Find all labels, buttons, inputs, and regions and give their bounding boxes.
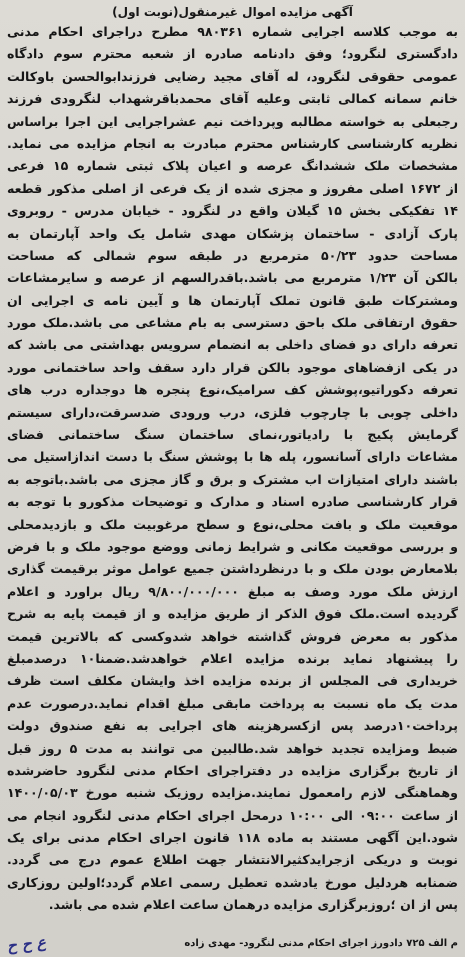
body-line: ضمنابه هردلیل مورخ یادشده تعطیل رسمی اعلام گردد؛اولین روزکاری <box>7 874 458 890</box>
body-line: مشاعات دارای آسانسور، پله ها با پوشش سنگ با دست اندازاستیل می <box>7 449 458 465</box>
body-line: ومشترکات طبق قانون تملک آپارتمان ها و آیین نامه ی اجرایی ان <box>7 292 458 308</box>
notice-body <box>7 21 458 917</box>
body-line: خانم سمانه کمالی ثابتی وعلیه آقای محمدباقرشهداب لنگرودی فرزند <box>7 91 458 107</box>
body-line: حقوق ارتفاقی ملک باحق دسترسی به بام مشاعی می باشد.ملک مورد <box>7 315 458 331</box>
body-line: نوبت و دریکی ازجرایدکثیرالانتشار جهت اطلاع عموم درج می گردد. <box>7 852 458 868</box>
body-line: مساحت حدود ۵۰/۲۳ مترمربع در طبقه سوم شمالی که مساحت <box>7 247 458 263</box>
body-line: موقعیت ملک و بافت محلی،نوع و سطح مرغوبیت ملک و بازدیدمحلی <box>7 516 458 532</box>
body-line: رجبعلی به خواسته مطالبه وپرداخت نیم عشراجرایی این اجرا براساس <box>7 113 458 129</box>
body-line: وهماهنگی لازم رامعمول نمایند.مزایده روزیک شنبه مورخ ۱۴۰۰/۰۵/۰۳ <box>7 785 458 801</box>
body-line: ضبط ومزایده تجدید خواهد شد.طالبین می توانند به مدت ۵ روز قبل <box>7 740 458 756</box>
body-line: و بررسی موقعیت مکانی و شرایط زمانی ووضع موجود ملک و با فرض <box>7 538 458 554</box>
body-line: بلامعارض بودن ملک و با درنظرداشتن جمیع عوامل موثر برقیمت گذاری <box>7 561 458 577</box>
body-line: نظریه کارشناسی کارشناس محترم مبادرت به انجام مزایده می نماید. <box>7 135 458 151</box>
body-line: باشند دارای امتیازات اب مشترک و برق و گاز مجزی می باشد.باتوجه به <box>7 471 458 487</box>
body-line: قرار کارشناسی صادره اسناد و مدارک و توضیحات مذکورو با توجه به <box>7 494 458 510</box>
body-line: داخلی چوبی با چارچوب فلزی، درب ورودی ضدسرقت،دارای سیستم <box>7 404 458 420</box>
body-line: دادگستری لنگرود؛ وفق دادنامه صادره از شعبه محترم سوم دادگاه <box>7 46 458 62</box>
body-line: بالکن آن ۱/۲۳ مترمربع می باشد.باقدرالسهم از عرصه و سایرمشاعات <box>7 270 458 286</box>
body-line: گردیده است.ملک فوق الذکر از طریق مزایده و از قیمت پایه به شرح <box>7 606 458 622</box>
body-line: مدت یک ماه نسبت به پرداخت مابقی مبلغ اقدام نماید.درصورت عدم <box>7 695 458 711</box>
body-line: تعرفه دارای دو فضای داخلی به انضمام سرویس بهداشتی می باشد که <box>7 337 458 353</box>
body-line: ارزش ملک مورد وصف به مبلغ ۹/۸۰۰/۰۰۰/۰۰۰ ریال براورد و اعلام <box>7 583 458 599</box>
body-line: مشخصات ملک ششدانگ عرصه و اعیان پلاک ثبتی شماره ۱۵ فرعی <box>7 158 458 174</box>
body-line: از تاریخ برگزاری مزایده در دفتراجرای احکام مدنی لنگرود حاضرشده <box>7 762 458 778</box>
body-line: عمومی حقوقی لنگرود، له آقای مجید رضایی فرزندابوالحسن باوکالت <box>7 68 458 84</box>
body-line: تعرفه دکوراتیو،پوشش کف سرامیک،نوع پنجره ها دوجداره درب های <box>7 382 458 398</box>
body-line: از ۱۶۷۲ اصلی مفروز و مجزی شده از یک فرعی از اصلی مذکور قطعه <box>7 180 458 196</box>
body-line: خریداری فی المجلس از برنده مزایده اخذ وایشان مکلف است ظرف <box>7 673 458 689</box>
body-line: به موجب کلاسه اجرایی شماره ۹۸۰۳۶۱ مطرح دراجرای احکام مدنی <box>7 24 458 39</box>
body-line: ۱۴ تفکیکی بخش ۱۵ گیلان واقع در لنگرود - خیابان مدرس - روبروی <box>7 203 458 219</box>
body-line: مذکور به معرض فروش گذاشته خواهد شدوکسی که بالاترین قیمت <box>7 628 458 644</box>
bailiff-credit: م الف ۷۲۵ دادورز اجرای احکام مدنی لنگرود- مهدی زاده <box>184 938 458 949</box>
body-line: پارک آزادی - ساختمان پزشکان مهدی شامل یک واحد آپارتمان به <box>7 225 458 241</box>
body-line: از ساعت ۰۹:۰۰ الی ۱۰:۰۰ درمحل اجرای احکام مدنی لنگرود انجام می <box>7 807 458 823</box>
body-line: پس از ان ؛روزبرگزاری مزایده درهمان ساعت اعلام شده می باشد. <box>48 897 458 913</box>
body-line: پرداخت۱۰درصد پس ازکسرهزینه های اجرایی به نفع صندوق دولت <box>7 718 458 734</box>
body-line: شود.این آگهی مستند به ماده ۱۱۸ قانون اجرای احکام مدنی برای یک <box>7 830 458 846</box>
body-line: را پیشنهاد نماید برنده مزایده اعلام خواهدشد.ضمنا۱۰ درصدمبلغ <box>7 650 458 666</box>
handwritten-signature: ع ح ح <box>6 933 47 955</box>
notice-footer <box>7 934 458 954</box>
body-line: گرمایش پکیج با رادیاتور،نمای ساختمان سنگ ساختمانی فضای <box>7 427 458 443</box>
body-line: در یکی ازفضاهای موجود بالکن قرار دارد سقف واحد ساختمانی مورد <box>7 359 458 375</box>
notice-title: آگهی مزایده اموال غیرمنقول(نوبت اول) <box>112 5 353 19</box>
